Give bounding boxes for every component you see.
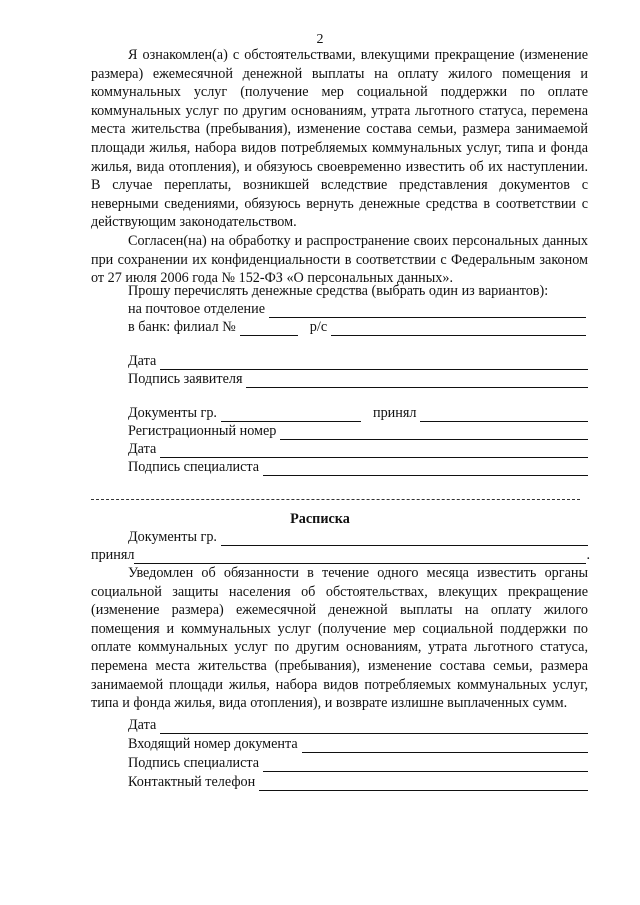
transfer-prompt-text: Прошу перечислять денежные средства (выбрать один из вариантов): — [128, 283, 549, 299]
reg-number-field[interactable] — [280, 426, 588, 440]
cut-line — [91, 499, 580, 500]
office-accepted-field[interactable] — [420, 408, 588, 422]
incoming-number-label: Входящий номер документа — [128, 736, 298, 752]
receipt-accepted-field[interactable] — [134, 550, 586, 564]
bank-branch-label: в банк: филиал № — [128, 319, 236, 335]
applicant-signature-label: Подпись заявителя — [128, 371, 243, 387]
applicant-signature-field[interactable] — [246, 374, 588, 388]
receipt-documents-label: Документы гр. — [128, 529, 217, 545]
receipt-signature-row — [128, 754, 588, 772]
receipt-documents-row — [128, 528, 588, 546]
acknowledgement-paragraph: Я ознакомлен(а) с обстоятельствами, влекущими прекращение (изменение размера) ежемесячной денежной выплаты на оплату жилого помещения и коммунальных услуг (получение мер социальной поддержки по оплате коммунальных услуг по другим основаниям, утрата льготного статуса, перемена места жительства (пребывания), изменение состава семьи, размера занимаемой площади жилья, набора видов потребляемых коммунальных услуг, типа и фонда жилья, вида отопления), и обязуюсь своевременно известить об их наступлении. В случае переплаты, возникшей вследствие представления документов с неверными сведениями, обязуюсь вернуть денежные средства в соответствии с действующим законодательством. — [91, 47, 588, 231]
receipt-date-field[interactable] — [160, 720, 588, 734]
office-documents-label: Документы гр. — [128, 405, 217, 421]
incoming-number-field[interactable] — [302, 739, 588, 753]
phone-row — [128, 773, 588, 791]
consent-paragraph: Согласен(на) на обработку и распространение своих персональных данных при сохранении их конфиденциальности в соответствии с Федеральным законом от 27 июля 2006 года № 152-ФЗ «О персональных данных». — [91, 233, 588, 287]
office-date-field[interactable] — [160, 444, 588, 458]
office-date-label: Дата — [128, 441, 157, 457]
applicant-date-label: Дата — [128, 353, 157, 369]
office-documents-row — [128, 404, 588, 422]
office-signature-field[interactable] — [263, 462, 588, 476]
applicant-signature-row — [128, 370, 588, 388]
receipt-notice-paragraph: Уведомлен об обязанности в течение одного месяца известить органы социальной защиты населения об обстоятельствах, влекущих прекращение (изменение размера) ежемесячной денежной выплаты на оплату жилого помещения и коммунальных услуг (получение мер социальной поддержки по оплате коммунальных услуг по другим основаниям, утрата льготного статуса, перемена места жительства (пребывания), изменение состава семьи, размера занимаемой площади жилья, набора видов потребляемых коммунальных услуг, типа и фонда жилья, вида отопления), и возврате излишне выплаченных сумм. — [91, 565, 588, 712]
receipt-signature-label: Подпись специалиста — [128, 755, 260, 771]
receipt-date-row — [128, 716, 588, 734]
receipt-end-dot: . — [586, 547, 590, 563]
transfer-prompt — [128, 282, 548, 300]
phone-field[interactable] — [259, 777, 588, 791]
post-office-label: на почтовое отделение — [128, 301, 266, 317]
receipt-documents-field[interactable] — [221, 532, 588, 546]
reg-number-row — [128, 422, 588, 440]
office-signature-label: Подпись специалиста — [128, 459, 260, 475]
phone-label: Контактный телефон — [128, 774, 256, 790]
receipt-accepted-label: принял — [91, 547, 135, 563]
bank-branch-field[interactable] — [240, 322, 298, 336]
post-office-row — [128, 300, 586, 318]
receipt-title: Расписка — [290, 511, 350, 527]
applicant-date-field[interactable] — [160, 356, 588, 370]
account-label: р/с — [309, 319, 328, 335]
post-office-field[interactable] — [269, 304, 586, 318]
office-signature-row — [128, 458, 588, 476]
receipt-date-label: Дата — [128, 717, 157, 733]
incoming-number-row — [128, 735, 588, 753]
page-number: 2 — [316, 32, 324, 47]
office-date-row — [128, 440, 588, 458]
receipt-signature-field[interactable] — [263, 758, 588, 772]
account-field[interactable] — [331, 322, 586, 336]
bank-row — [128, 318, 586, 336]
applicant-date-row — [128, 352, 588, 370]
office-accepted-label: принял — [372, 405, 417, 421]
office-documents-field[interactable] — [221, 408, 361, 422]
receipt-accepted-row — [91, 546, 590, 564]
reg-number-label: Регистрационный номер — [128, 423, 277, 439]
